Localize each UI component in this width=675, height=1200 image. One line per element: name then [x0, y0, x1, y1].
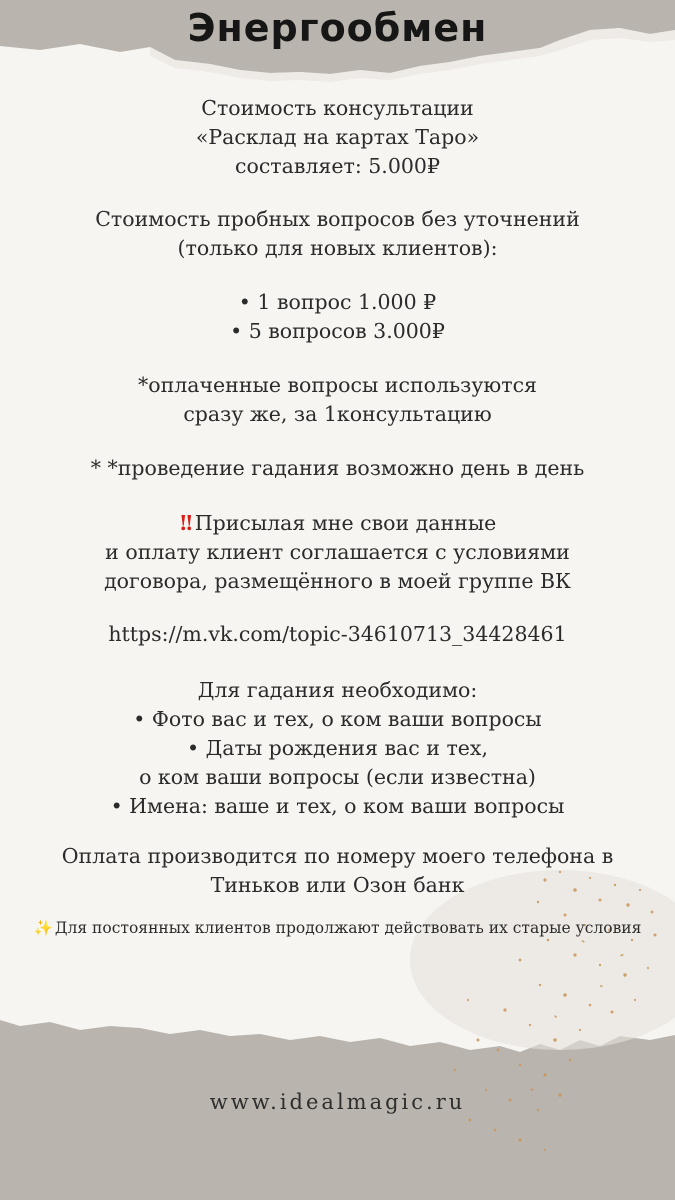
vk-link: [0, 620, 675, 649]
vk-link-text: https://m.vk.com/topic-34610713_34428461: [108, 622, 567, 646]
double-exclamation-icon: !!: [178, 511, 191, 535]
note1-line-1: *оплаченные вопросы используются: [138, 373, 537, 397]
requirement-birthdate-cont: о ком ваши вопросы (если известна): [139, 765, 536, 789]
price-item-2: • 5 вопросов 3.000₽: [230, 319, 445, 343]
agreement-notice: [0, 509, 675, 596]
website-footer: www.idealmagic.ru: [209, 1090, 466, 1114]
consultation-price: [0, 94, 675, 181]
trial-line-1: Стоимость пробных вопросов без уточнений: [95, 207, 580, 231]
regulars-text: Для постоянных клиентов продолжают действовать их старые условия: [54, 919, 642, 937]
agreement-line-3: договора, размещённого в моей группе ВК: [104, 569, 571, 593]
consultation-line-2: «Расклад на картах Таро»: [195, 125, 480, 149]
agreement-line-1: Присылая мне свои данные: [194, 511, 497, 535]
note2-text: * *проведение гадания возможно день в день: [90, 456, 585, 480]
payment-line-1: Оплата производится по номеру моего телефона в: [61, 844, 614, 868]
page-title: Энергообмен: [187, 6, 488, 50]
requirement-names: • Имена: ваше и тех, о ком ваши вопросы: [110, 794, 565, 818]
agreement-line-2: и оплату клиент соглашается с условиями: [105, 540, 570, 564]
regular-clients-note: [0, 917, 675, 939]
paid-questions-note: [0, 371, 675, 429]
sparkles-icon: ✨: [33, 919, 53, 937]
consultation-line-1: Стоимость консультации: [201, 96, 474, 120]
requirements: [0, 676, 675, 821]
price-item-1: • 1 вопрос 1.000 ₽: [238, 290, 437, 314]
trial-line-2: (только для новых клиентов):: [177, 236, 498, 260]
note1-line-2: сразу же, за 1консультацию: [183, 402, 492, 426]
requirements-heading: Для гадания необходимо:: [197, 678, 478, 702]
consultation-line-3: составляет: 5.000₽: [235, 154, 440, 178]
price-list: [0, 288, 675, 346]
requirement-birthdate: • Даты рождения вас и тех,: [186, 736, 488, 760]
requirement-photo: • Фото вас и тех, о ком ваши вопросы: [133, 707, 542, 731]
payment-line-2: Тиньков или Озон банк: [210, 873, 465, 897]
trial-questions: [0, 205, 675, 263]
same-day-note: [0, 454, 675, 483]
payment-info: [0, 842, 675, 900]
